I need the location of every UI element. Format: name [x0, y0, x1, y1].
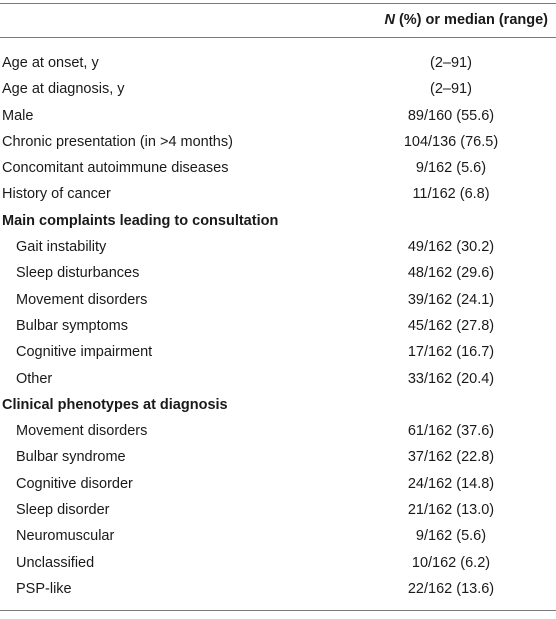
- table-row: [0, 160, 556, 186]
- table-row: [0, 371, 556, 397]
- row-label: Concomitant autoimmune diseases: [2, 160, 229, 177]
- row-value: 49/162 (30.2): [407, 239, 495, 256]
- row-value: 48/162 (29.6): [407, 265, 495, 282]
- row-value: 9/162 (5.6): [415, 528, 487, 545]
- table-row: [0, 186, 556, 212]
- n-symbol: N: [384, 12, 395, 28]
- row-label: Age at diagnosis, y: [2, 81, 125, 98]
- row-value: 22/162 (13.6): [407, 580, 495, 597]
- table-body: [0, 55, 556, 607]
- row-label: PSP-like: [16, 580, 72, 597]
- row-value: 10/162 (6.2): [411, 554, 491, 571]
- row-label: Neuromuscular: [16, 528, 115, 545]
- table-row: [0, 423, 556, 449]
- row-value: 21/162 (13.0): [407, 502, 495, 519]
- column-header-text: (%) or median (range): [394, 12, 548, 28]
- row-value: (2–91): [430, 81, 472, 98]
- table-row: [0, 55, 556, 81]
- row-label: Age at onset, y: [2, 55, 99, 71]
- table-row: [0, 134, 556, 160]
- row-value: 33/162 (20.4): [407, 370, 495, 387]
- table-row: [0, 318, 556, 344]
- row-value: 37/162 (22.8): [407, 449, 495, 466]
- row-value: 45/162 (27.8): [407, 317, 495, 334]
- row-value: 24/162 (14.8): [407, 475, 495, 492]
- column-header-value: [384, 12, 548, 28]
- row-label: Other: [16, 370, 53, 387]
- row-label: Cognitive impairment: [16, 344, 153, 361]
- row-value: 9/162 (5.6): [415, 160, 487, 177]
- table-row: [0, 555, 556, 581]
- row-value: 17/162 (16.7): [407, 344, 495, 361]
- row-value: (2–91): [430, 55, 472, 71]
- section-header-row: [0, 213, 556, 239]
- bottom-rule: [0, 610, 556, 611]
- header-rule: [0, 37, 556, 38]
- section-label: Main complaints leading to consultation: [2, 212, 279, 229]
- row-label: Cognitive disorder: [16, 475, 133, 492]
- table-row: [0, 239, 556, 265]
- section-header-row: [0, 397, 556, 423]
- table-row: [0, 108, 556, 134]
- table-row: [0, 292, 556, 318]
- table-row: [0, 265, 556, 291]
- row-label: Unclassified: [16, 554, 95, 571]
- row-value: 104/136 (76.5): [403, 133, 499, 150]
- table-row: [0, 476, 556, 502]
- row-label: Sleep disturbances: [16, 265, 140, 282]
- row-label: Sleep disorder: [16, 502, 110, 519]
- table-row: [0, 581, 556, 607]
- row-label: Bulbar syndrome: [16, 449, 126, 466]
- table-row: [0, 502, 556, 528]
- row-value: 61/162 (37.6): [407, 423, 495, 440]
- table-row: [0, 528, 556, 554]
- table-row: [0, 449, 556, 475]
- table-row: [0, 344, 556, 370]
- row-label: Movement disorders: [16, 423, 148, 440]
- row-label: History of cancer: [2, 186, 111, 203]
- table-row: [0, 81, 556, 107]
- row-label: Gait instability: [16, 239, 107, 256]
- row-label: Movement disorders: [16, 291, 148, 308]
- row-value: 11/162 (6.8): [412, 186, 490, 203]
- section-label: Clinical phenotypes at diagnosis: [2, 396, 228, 413]
- row-value: 89/160 (55.6): [407, 107, 495, 124]
- row-label: Chronic presentation (in >4 months): [2, 133, 233, 150]
- table-header: [0, 3, 556, 37]
- row-label: Male: [2, 107, 34, 124]
- row-label: Bulbar symptoms: [16, 317, 129, 334]
- row-value: 39/162 (24.1): [407, 291, 495, 308]
